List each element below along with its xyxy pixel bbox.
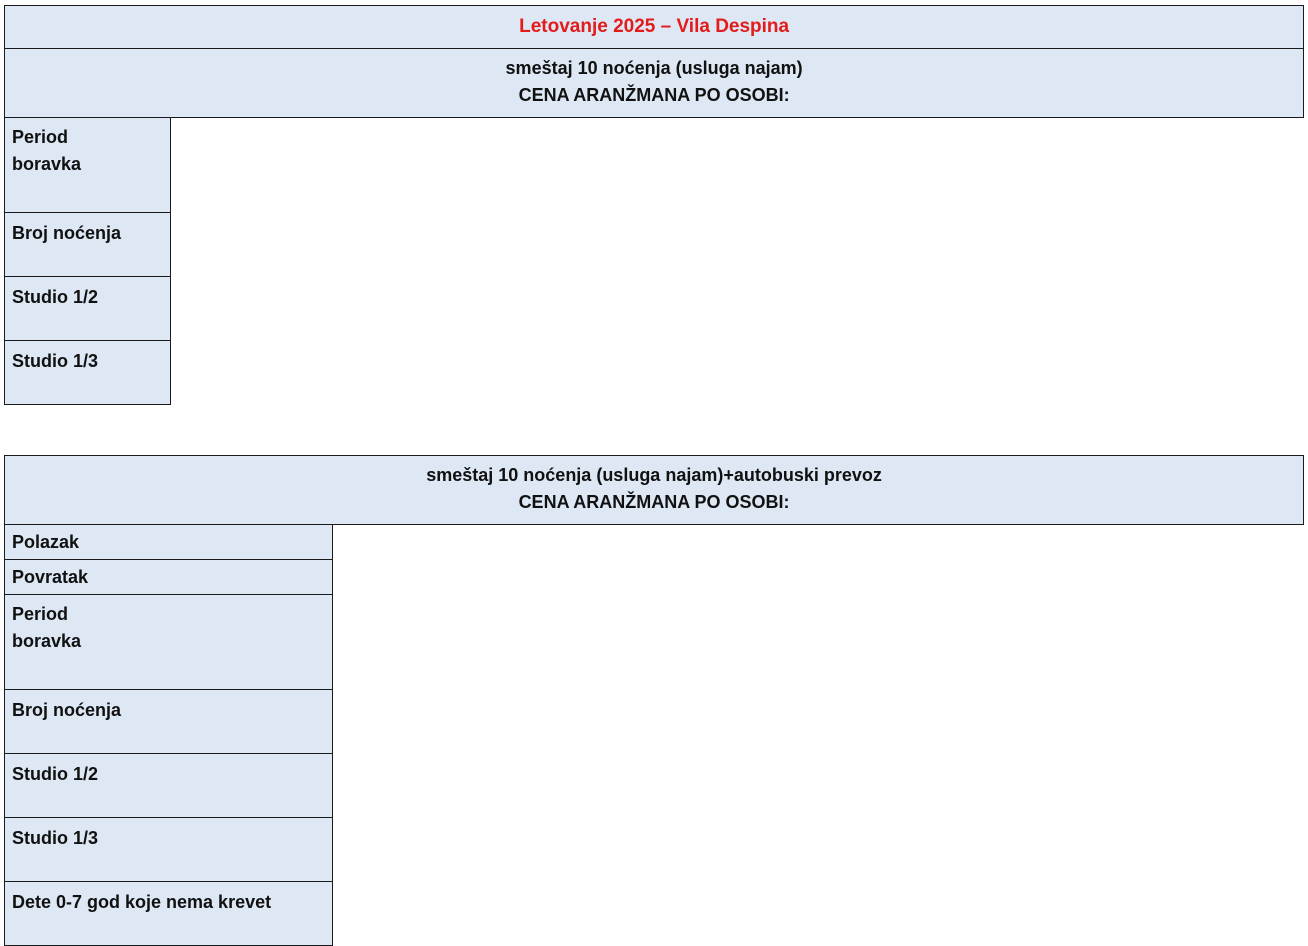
nights-row — [5, 690, 1304, 754]
table-header — [5, 49, 1304, 118]
row-label-studio-13: Studio 1/3 — [5, 341, 171, 405]
return-row — [5, 560, 1304, 595]
header-line-2: CENA ARANŽMANA PO OSOBI: — [518, 492, 790, 512]
child-row — [5, 882, 1304, 946]
header-line-2: CENA ARANŽMANA PO OSOBI: — [518, 85, 790, 105]
row-label-period — [5, 118, 171, 213]
period-label-line1: Period — [12, 127, 69, 147]
price-table-with-bus — [4, 455, 1304, 946]
row-label-studio-12: Studio 1/2 — [5, 277, 171, 341]
row-label-nights: Broj noćenja — [5, 690, 333, 754]
row-label-studio-12: Studio 1/2 — [5, 754, 333, 818]
row-label-child: Dete 0-7 god koje nema krevet — [5, 882, 333, 946]
row-label-departure: Polazak — [5, 525, 333, 560]
period-row — [5, 595, 1304, 690]
page-title: Letovanje 2025 – Vila Despina — [5, 6, 1304, 49]
period-label-line2: boravka — [12, 154, 82, 174]
studio-13-row — [5, 341, 1304, 405]
period-row — [5, 118, 1304, 213]
table-header — [5, 456, 1304, 525]
period-label-line1: Period — [12, 604, 69, 624]
header-line-1: smeštaj 10 noćenja (usluga najam)+autobuski prevoz — [426, 465, 882, 485]
price-table-accommodation — [4, 5, 1304, 405]
row-label-nights: Broj noćenja — [5, 213, 171, 277]
nights-row — [5, 213, 1304, 277]
row-label-studio-13: Studio 1/3 — [5, 818, 333, 882]
period-label-line2: boravka — [12, 631, 82, 651]
studio-12-row — [5, 277, 1304, 341]
studio-12-row — [5, 754, 1304, 818]
row-label-return: Povratak — [5, 560, 333, 595]
row-label-period — [5, 595, 333, 690]
departure-row — [5, 525, 1304, 560]
header-line-1: smeštaj 10 noćenja (usluga najam) — [505, 58, 803, 78]
studio-13-row — [5, 818, 1304, 882]
